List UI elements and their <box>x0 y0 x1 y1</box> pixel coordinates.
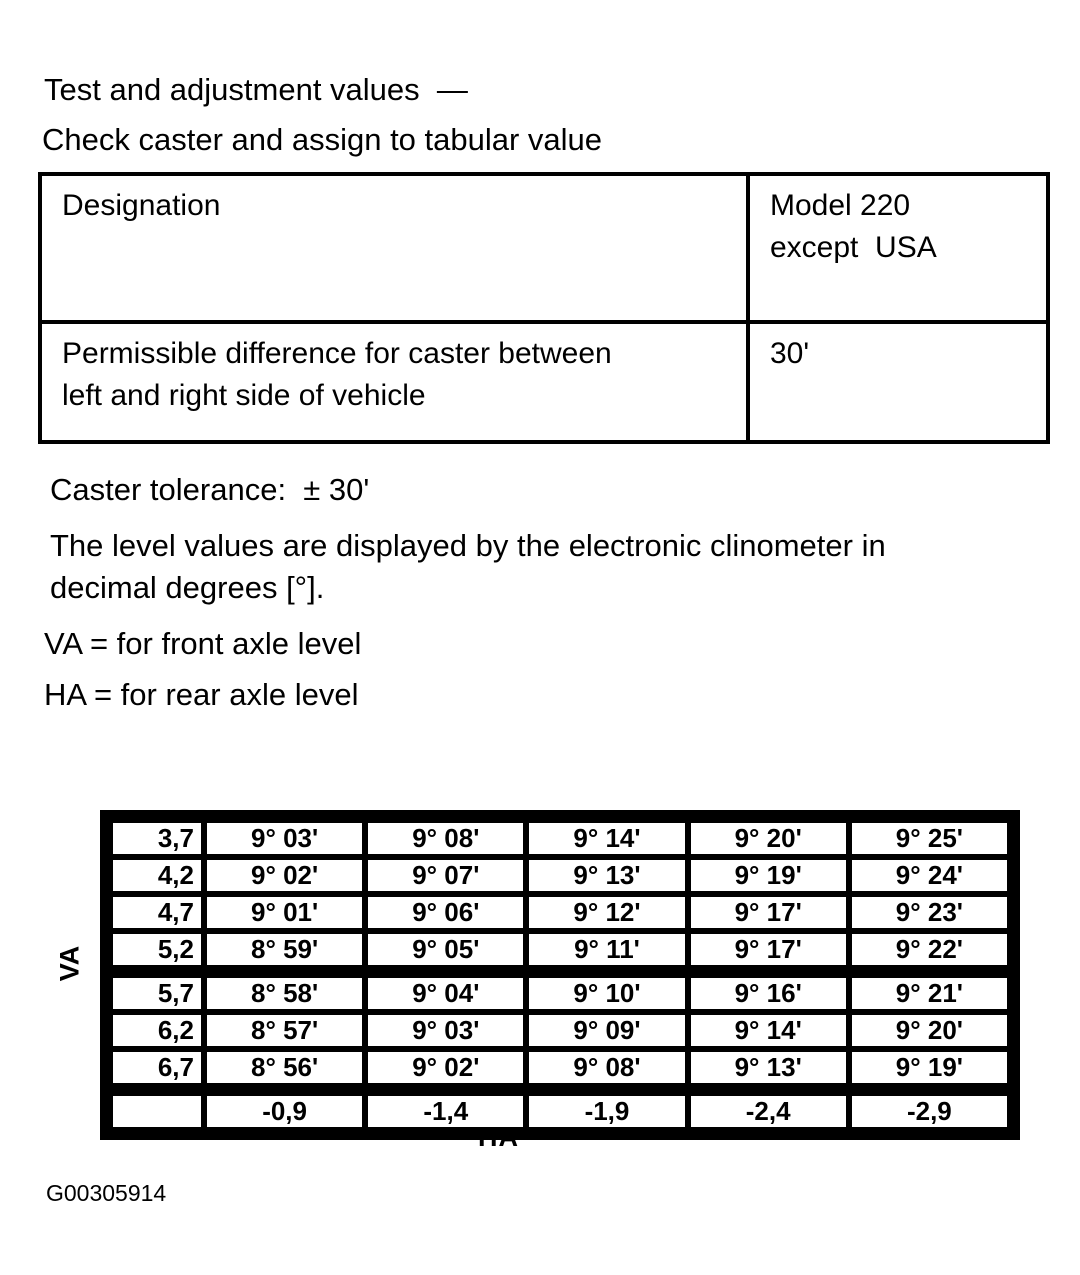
caster-value-table <box>100 810 1020 1140</box>
ha-value-cell: -2,9 <box>852 1096 1007 1127</box>
va-value-cell: 6,7 <box>113 1052 201 1083</box>
ha-value-cell: -1,9 <box>529 1096 684 1127</box>
table-row <box>113 823 1007 854</box>
caster-cell: 9° 19' <box>691 860 846 891</box>
ha-row-empty-cell <box>113 1096 201 1127</box>
caster-cell: 9° 14' <box>529 823 684 854</box>
va-value-cell: 5,7 <box>113 978 201 1009</box>
caster-cell: 9° 21' <box>852 978 1007 1009</box>
caster-cell: 9° 16' <box>691 978 846 1009</box>
va-axis-label: VA <box>54 945 85 982</box>
ha-row <box>113 1096 1007 1127</box>
caster-cell: 9° 20' <box>852 1015 1007 1046</box>
caster-cell: 9° 13' <box>691 1052 846 1083</box>
caster-cell: 8° 59' <box>207 934 362 965</box>
model-line-2: except USA <box>770 231 937 264</box>
caster-cell: 9° 03' <box>207 823 362 854</box>
caster-cell: 9° 02' <box>368 1052 523 1083</box>
page-title: Test and adjustment values — <box>44 72 468 107</box>
caster-cell: 9° 11' <box>529 934 684 965</box>
spec-row-label <box>40 322 748 442</box>
caster-cell: 8° 57' <box>207 1015 362 1046</box>
caster-cell: 9° 03' <box>368 1015 523 1046</box>
caster-cell: 9° 08' <box>368 823 523 854</box>
va-value-cell: 6,2 <box>113 1015 201 1046</box>
caster-cell: 9° 19' <box>852 1052 1007 1083</box>
caster-cell: 9° 20' <box>691 823 846 854</box>
caster-cell: 9° 07' <box>368 860 523 891</box>
caster-cell: 9° 13' <box>529 860 684 891</box>
ha-value-cell: -2,4 <box>691 1096 846 1127</box>
table-row <box>113 978 1007 1009</box>
caster-cell: 9° 22' <box>852 934 1007 965</box>
spec-row-value: 30' <box>748 322 1048 442</box>
ha-value-cell: -1,4 <box>368 1096 523 1127</box>
caster-cell: 9° 23' <box>852 897 1007 928</box>
spec-label-line-2: left and right side of vehicle <box>62 379 426 412</box>
caster-cell: 9° 25' <box>852 823 1007 854</box>
caster-cell: 9° 04' <box>368 978 523 1009</box>
caster-cell: 8° 56' <box>207 1052 362 1083</box>
figure-id: G00305914 <box>46 1180 167 1206</box>
caster-cell: 9° 12' <box>529 897 684 928</box>
caster-cell: 9° 09' <box>529 1015 684 1046</box>
table-row <box>113 1015 1007 1046</box>
va-value-cell: 5,2 <box>113 934 201 965</box>
caster-cell: 9° 06' <box>368 897 523 928</box>
va-definition: VA = for front axle level <box>44 626 362 661</box>
caster-cell: 9° 02' <box>207 860 362 891</box>
va-value-cell: 4,7 <box>113 897 201 928</box>
table-row <box>113 1052 1007 1083</box>
thick-divider <box>113 1089 1007 1090</box>
spec-table-value-row <box>40 322 1048 442</box>
caster-tolerance-note: Caster tolerance: ± 30' <box>50 472 370 507</box>
spec-table <box>38 172 1050 444</box>
page-subtitle: Check caster and assign to tabular value <box>42 122 603 157</box>
ha-axis-label: HA <box>478 1122 519 1152</box>
caster-cell: 9° 17' <box>691 934 846 965</box>
caster-cell: 9° 01' <box>207 897 362 928</box>
thick-divider <box>113 971 1007 972</box>
va-value-cell: 4,2 <box>113 860 201 891</box>
clinometer-note-line-1: The level values are displayed by the electronic clinometer in <box>50 528 886 563</box>
spec-table-header-row <box>40 174 1048 322</box>
ha-definition: HA = for rear axle level <box>44 677 359 712</box>
caster-cell: 9° 10' <box>529 978 684 1009</box>
spec-header-model <box>748 174 1048 322</box>
table-row <box>113 897 1007 928</box>
va-value-cell: 3,7 <box>113 823 201 854</box>
caster-cell: 9° 17' <box>691 897 846 928</box>
caster-cell: 9° 14' <box>691 1015 846 1046</box>
table-row <box>113 934 1007 965</box>
caster-cell: 9° 08' <box>529 1052 684 1083</box>
caster-cell: 9° 24' <box>852 860 1007 891</box>
spec-header-designation: Designation <box>40 174 748 322</box>
caster-cell: 9° 05' <box>368 934 523 965</box>
spec-label-line-1: Permissible difference for caster between <box>62 337 612 370</box>
table-row <box>113 860 1007 891</box>
ha-value-cell: -0,9 <box>207 1096 362 1127</box>
clinometer-note-line-2: decimal degrees [°]. <box>50 570 325 605</box>
caster-cell: 8° 58' <box>207 978 362 1009</box>
model-line-1: Model 220 <box>770 189 911 222</box>
